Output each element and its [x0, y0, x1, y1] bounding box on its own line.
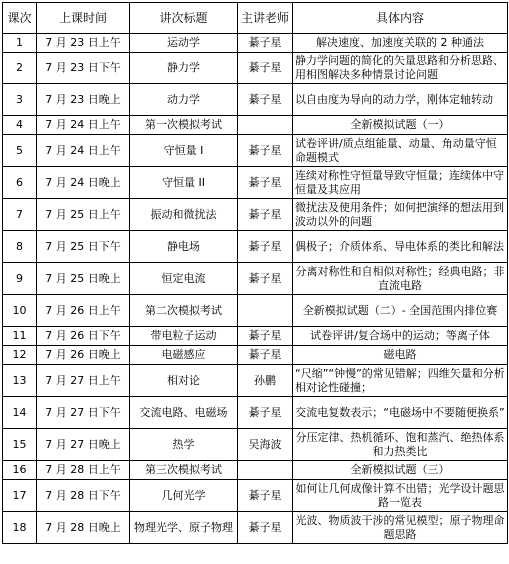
cell-teacher: 綦子星 [238, 346, 293, 365]
cell-time: 7 月 28 日上午 [37, 461, 130, 480]
cell-no: 17 [3, 480, 37, 512]
schedule-table [2, 2, 508, 544]
cell-time: 7 月 26 日下午 [37, 327, 130, 346]
table-row [3, 116, 508, 135]
table-row [3, 295, 508, 327]
cell-title: 恒定电流 [130, 263, 238, 295]
table-row [3, 84, 508, 116]
header-no: 课次 [3, 3, 37, 34]
cell-content: 如何让几何成像计算不出错；光学设计题思路一览表 [293, 480, 508, 512]
cell-title: 交流电路、电磁场 [130, 397, 238, 429]
table-row [3, 135, 508, 167]
cell-content: 试卷评讲/质点组能量、动量、角动量守恒命题模式 [293, 135, 508, 167]
table-row [3, 512, 508, 544]
cell-time: 7 月 27 日下午 [37, 397, 130, 429]
header-content: 具体内容 [293, 3, 508, 34]
cell-no: 12 [3, 346, 37, 365]
cell-teacher: 孙鹏 [238, 365, 293, 397]
cell-content: 光波、物质波干涉的常见模型；原子物理命题思路 [293, 512, 508, 544]
cell-title: 振动和微扰法 [130, 199, 238, 231]
cell-no: 18 [3, 512, 37, 544]
cell-teacher: 綦子星 [238, 397, 293, 429]
cell-time: 7 月 27 日晚上 [37, 429, 130, 461]
cell-teacher: 綦子星 [238, 263, 293, 295]
cell-content: “尺缩”“钟慢”的常见错解；四维矢量和分析相对论性碰撞； [293, 365, 508, 397]
cell-no: 4 [3, 116, 37, 135]
cell-time: 7 月 28 日晚上 [37, 512, 130, 544]
cell-content: 全新模拟试题（一） [293, 116, 508, 135]
table-row [3, 365, 508, 397]
table-row [3, 429, 508, 461]
table-row [3, 231, 508, 263]
table-row [3, 480, 508, 512]
cell-no: 6 [3, 167, 37, 199]
cell-content: 分离对称性和自相似对称性；经典电路；非直流电路 [293, 263, 508, 295]
cell-time: 7 月 23 日上午 [37, 34, 130, 53]
cell-content: 全新模拟试题（二）- 全国范围内排位赛 [293, 295, 508, 327]
cell-content: 解决速度、加速度关联的 2 种通法 [293, 34, 508, 53]
cell-time: 7 月 25 日上午 [37, 199, 130, 231]
cell-teacher: 綦子星 [238, 34, 293, 53]
cell-title: 第三次模拟考试 [130, 461, 238, 480]
cell-time: 7 月 25 日晚上 [37, 263, 130, 295]
cell-content: 偶极子；介质体系、导电体系的类比和解法 [293, 231, 508, 263]
cell-time: 7 月 24 日上午 [37, 135, 130, 167]
cell-no: 7 [3, 199, 37, 231]
table-row [3, 461, 508, 480]
cell-title: 运动学 [130, 34, 238, 53]
cell-time: 7 月 23 日下午 [37, 53, 130, 84]
cell-title: 第一次模拟考试 [130, 116, 238, 135]
cell-title: 电磁感应 [130, 346, 238, 365]
cell-time: 7 月 26 日晚上 [37, 346, 130, 365]
cell-title: 守恒量 II [130, 167, 238, 199]
cell-teacher: 綦子星 [238, 231, 293, 263]
header-row [3, 3, 508, 34]
header-title: 讲次标题 [130, 3, 238, 34]
cell-no: 1 [3, 34, 37, 53]
cell-time: 7 月 28 日下午 [37, 480, 130, 512]
cell-no: 9 [3, 263, 37, 295]
cell-no: 2 [3, 53, 37, 84]
cell-no: 10 [3, 295, 37, 327]
cell-content: 磁电路 [293, 346, 508, 365]
cell-teacher: 綦子星 [238, 135, 293, 167]
cell-teacher: 綦子星 [238, 53, 293, 84]
cell-teacher: 綦子星 [238, 512, 293, 544]
cell-teacher [238, 116, 293, 135]
table-row [3, 346, 508, 365]
cell-teacher: 綦子星 [238, 84, 293, 116]
cell-time: 7 月 26 日上午 [37, 295, 130, 327]
table-row [3, 397, 508, 429]
cell-time: 7 月 24 日上午 [37, 116, 130, 135]
cell-title: 第二次模拟考试 [130, 295, 238, 327]
cell-content: 微扰法及使用条件；如何把演绎的想法用到波动以外的问题 [293, 199, 508, 231]
table-row [3, 167, 508, 199]
course-schedule [2, 2, 507, 562]
cell-time: 7 月 24 日晚上 [37, 167, 130, 199]
cell-content: 交流电复数表示；“电磁场中不要随便换系” [293, 397, 508, 429]
cell-content: 连续对称性守恒量导致守恒量；连续体中守恒量及其应用 [293, 167, 508, 199]
header-teacher: 主讲老师 [238, 3, 293, 34]
cell-content: 分压定律、热机循环、饱和蒸汽、绝热体系和力热类比 [293, 429, 508, 461]
cell-no: 5 [3, 135, 37, 167]
cell-no: 15 [3, 429, 37, 461]
cell-title: 相对论 [130, 365, 238, 397]
table-row [3, 263, 508, 295]
cell-content: 静力学问题的简化的矢量思路和分析思路、用相图解决多种情景讨论问题 [293, 53, 508, 84]
cell-teacher: 綦子星 [238, 199, 293, 231]
table-row [3, 199, 508, 231]
cell-title: 热学 [130, 429, 238, 461]
cell-teacher: 綦子星 [238, 167, 293, 199]
cell-time: 7 月 25 日下午 [37, 231, 130, 263]
cell-teacher: 吴海波 [238, 429, 293, 461]
cell-no: 3 [3, 84, 37, 116]
cell-title: 物理光学、原子物理 [130, 512, 238, 544]
cell-content: 以自由度为导向的动力学，刚体定轴转动 [293, 84, 508, 116]
cell-teacher: 綦子星 [238, 327, 293, 346]
cell-no: 11 [3, 327, 37, 346]
cell-no: 8 [3, 231, 37, 263]
cell-teacher: 綦子星 [238, 480, 293, 512]
cell-time: 7 月 27 日上午 [37, 365, 130, 397]
header-time: 上课时间 [37, 3, 130, 34]
cell-teacher [238, 461, 293, 480]
cell-content: 试卷评讲/复合场中的运动；等离子体 [293, 327, 508, 346]
table-row [3, 327, 508, 346]
table-row [3, 34, 508, 53]
table-row [3, 53, 508, 84]
cell-title: 静力学 [130, 53, 238, 84]
cell-title: 带电粒子运动 [130, 327, 238, 346]
cell-time: 7 月 23 日晚上 [37, 84, 130, 116]
cell-title: 几何光学 [130, 480, 238, 512]
cell-title: 静电场 [130, 231, 238, 263]
cell-no: 14 [3, 397, 37, 429]
cell-content: 全新模拟试题（三） [293, 461, 508, 480]
cell-teacher [238, 295, 293, 327]
cell-title: 守恒量 I [130, 135, 238, 167]
cell-title: 动力学 [130, 84, 238, 116]
cell-no: 16 [3, 461, 37, 480]
cell-no: 13 [3, 365, 37, 397]
